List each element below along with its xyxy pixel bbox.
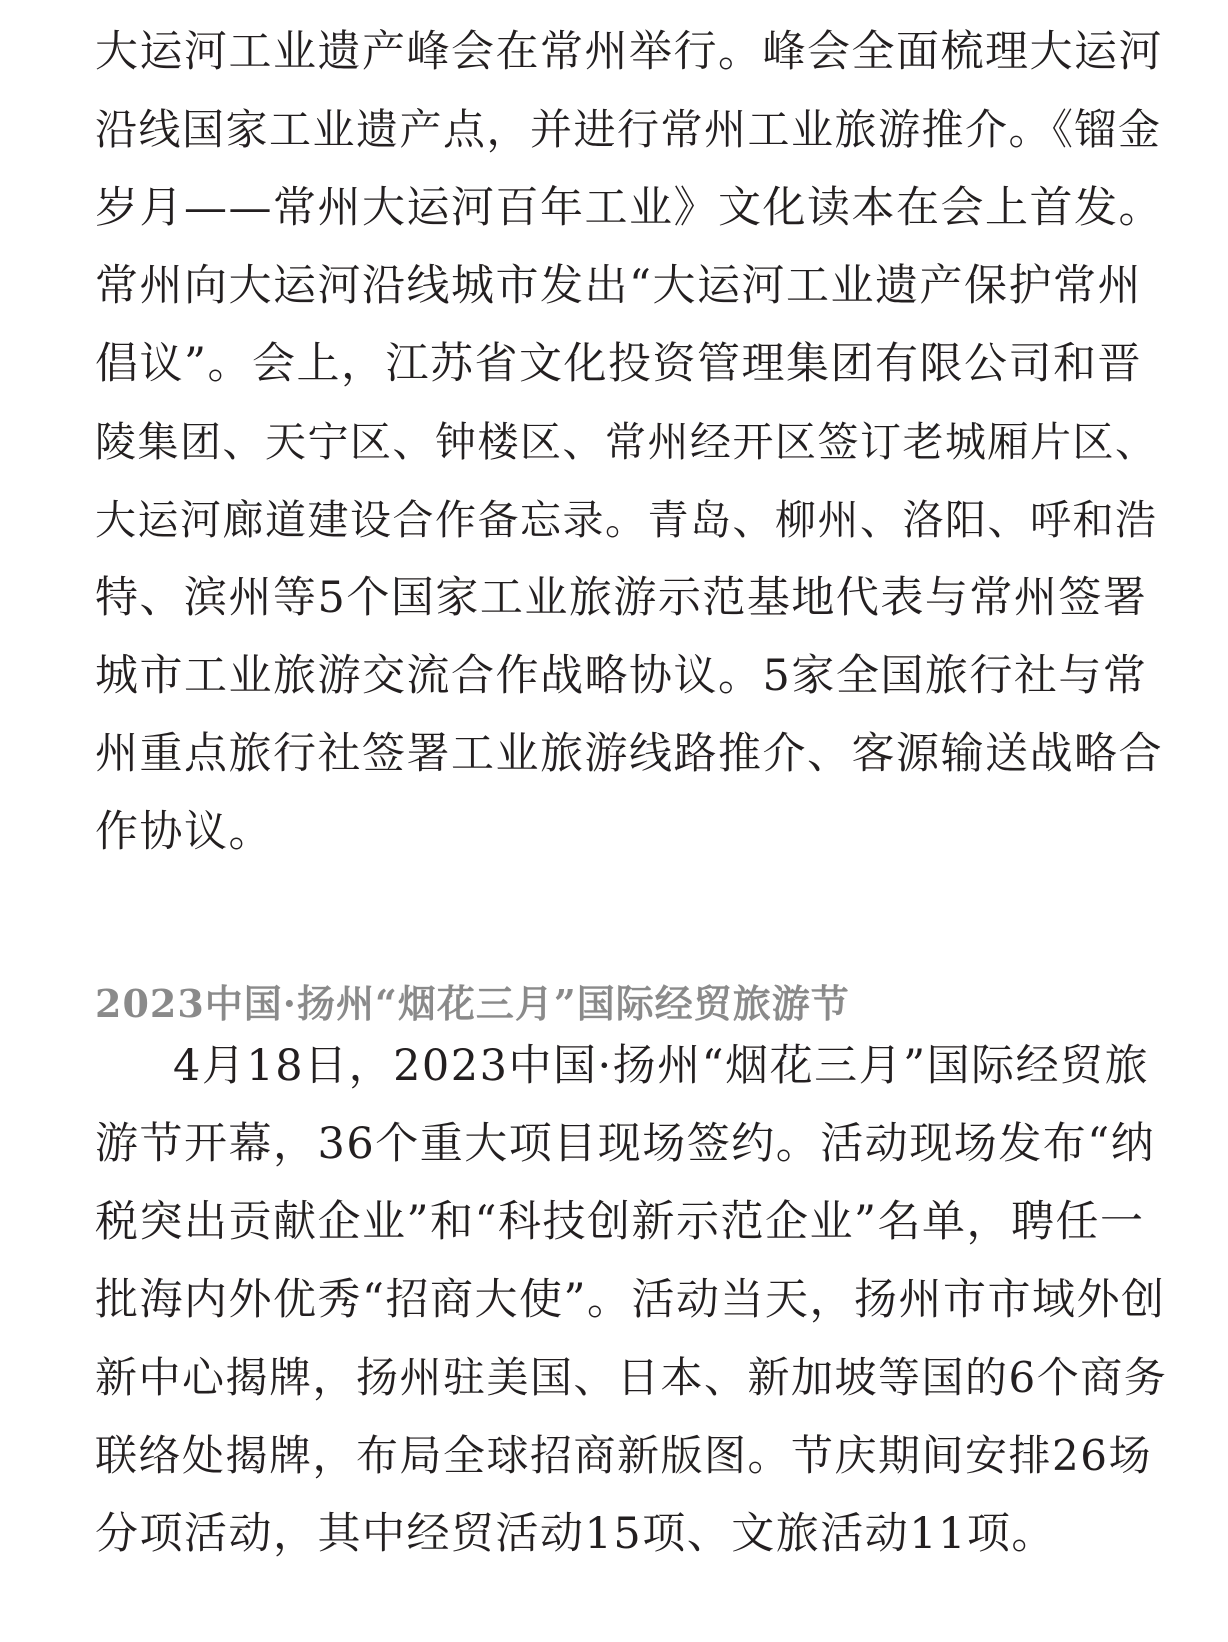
paragraph-line: 新中心揭牌，扬州驻美国、日本、新加坡等国的6个商务	[95, 1353, 1168, 1402]
paragraph-line: 作协议。	[95, 807, 273, 857]
paragraph-line: 特、滨州等5个国家工业旅游示范基地代表与常州签署	[95, 573, 1148, 623]
paragraph-line: 税突出贡献企业”和“科技创新示范企业”名单，聘任一	[95, 1197, 1145, 1247]
paragraph-line: 州重点旅行社签署工业旅游线路推介、客源输送战略合	[95, 729, 1163, 779]
paragraph-line: 大运河廊道建设合作备忘录。青岛、柳州、洛阳、呼和浩	[95, 496, 1158, 544]
paragraph-line: 常州向大运河沿线城市发出“大运河工业遗产保护常州	[95, 261, 1142, 311]
paragraph-line: 4月18日，2023中国·扬州“烟花三月”国际经贸旅	[173, 1041, 1150, 1091]
paragraph-line: 岁月——常州大运河百年工业》文化读本在会上首发。	[95, 183, 1163, 233]
paragraph-line: 批海内外优秀“招商大使”。活动当天，扬州市市域外创	[95, 1275, 1166, 1325]
paragraph-line: 分项活动，其中经贸活动15项、文旅活动11项。	[95, 1509, 1056, 1559]
paragraph-line: 沿线国家工业遗产点，并进行常州工业旅游推介。《镏金	[95, 105, 1162, 154]
section-heading: 2023中国·扬州“烟花三月”国际经贸旅游节	[95, 981, 850, 1026]
paragraph-line: 联络处揭牌，布局全球招商新版图。节庆期间安排26场	[95, 1431, 1152, 1480]
paragraph-line: 游节开幕，36个重大项目现场签约。活动现场发布“纳	[95, 1119, 1156, 1169]
paragraph-line: 城市工业旅游交流合作战略协议。5家全国旅行社与常	[95, 651, 1148, 701]
paragraph-line: 倡议”。会上，江苏省文化投资管理集团有限公司和晋	[95, 339, 1142, 389]
paragraph-line: 陵集团、天宁区、钟楼区、常州经开区签订老城厢片区、	[95, 418, 1158, 466]
paragraph-line: 大运河工业遗产峰会在常州举行。峰会全面梳理大运河	[95, 27, 1163, 77]
